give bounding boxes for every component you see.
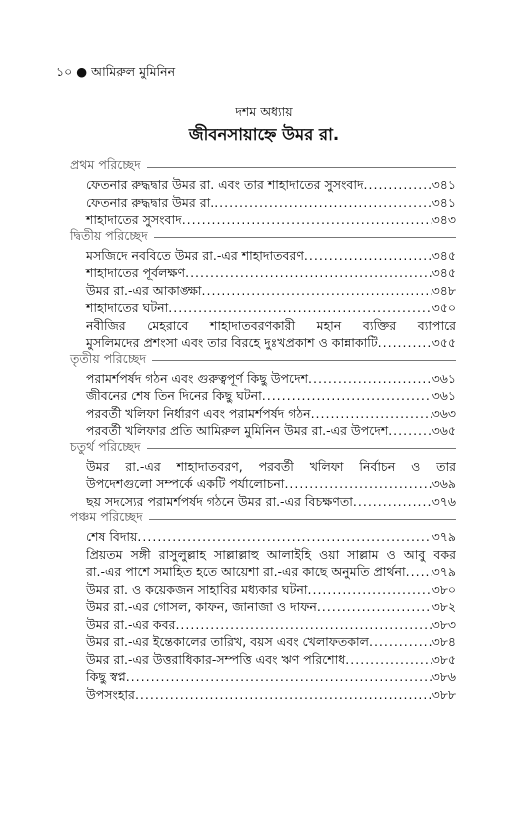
toc-entry[interactable] — [70, 633, 456, 651]
toc-entry-line2 — [86, 563, 456, 581]
toc-page-number: ৩৫০ — [431, 300, 456, 315]
toc-entry[interactable] — [70, 370, 456, 388]
toc-entry-title-line2: উপদেশগুলো সম্পর্কে একটি পর্যালোচনা — [86, 476, 285, 491]
section-heading — [70, 510, 456, 528]
toc-page-number: ৩৮৩ — [431, 616, 456, 632]
toc-entry[interactable] — [70, 686, 456, 704]
dot-leader — [135, 686, 432, 704]
table-of-contents — [70, 158, 456, 703]
dot-leader — [388, 422, 431, 440]
dot-leader — [214, 194, 431, 212]
toc-entry[interactable] — [70, 317, 456, 352]
toc-page-number: ৩৪৮ — [431, 282, 456, 298]
toc-entry-title: উমর রা. ও কয়েকজন সাহাবির মধ্যকার ঘটনা — [86, 581, 308, 597]
toc-page-number: ৩৫৫ — [431, 335, 456, 350]
toc-entry-title: শাহাদাতের সুসংবাদ — [86, 212, 182, 227]
toc-entry-title: শেষ বিদায় — [86, 529, 138, 544]
section-rule — [149, 519, 456, 520]
dot-leader — [345, 651, 431, 669]
toc-page-number: ৩৬১ — [431, 370, 456, 386]
toc-entry[interactable] — [70, 528, 456, 546]
toc-page-number: ৩৭৯ — [431, 564, 456, 579]
toc-entry[interactable] — [70, 651, 456, 669]
section-heading — [70, 229, 456, 247]
toc-entry[interactable] — [70, 616, 456, 634]
toc-entry[interactable] — [70, 493, 456, 511]
toc-entry[interactable] — [70, 264, 456, 282]
toc-entry-title: মসজিদে নববিতে উমর রা.-এর শাহাদাতবরণ — [86, 247, 304, 263]
dot-leader — [353, 493, 432, 511]
toc-entry-title: ছয় সদস্যের পরামর্শপর্ষদ গঠনে উমর রা.-এর বিচক্ষণতা — [86, 493, 353, 509]
section-heading-text: পঞ্চম পরিচ্ছেদ — [70, 509, 143, 524]
toc-entry[interactable] — [70, 247, 456, 265]
toc-entry-title: জীবনের শেষ তিন দিনের কিছু ঘটনা — [86, 388, 262, 403]
toc-entry[interactable] — [70, 422, 456, 440]
toc-entry-line2 — [86, 334, 456, 352]
toc-entry[interactable] — [70, 405, 456, 423]
toc-page-number: ৩৭৬ — [431, 493, 456, 509]
chapter-label: দশম অধ্যায় — [235, 104, 293, 119]
toc-entry-title: ফেতনার রুদ্ধদ্বার উমর রা. এবং তার শাহাদাতের সুসংবাদ — [86, 177, 364, 192]
toc-page-number: ৩৮০ — [431, 581, 456, 597]
section-heading-text: তৃতীয় পরিচ্ছেদ — [70, 350, 147, 366]
dot-leader — [185, 264, 432, 282]
toc-entry-title: পরামর্শপর্ষদ গঠন এবং গুরুত্বপূর্ণ কিছু উপদেশ — [86, 370, 309, 386]
toc-entry-title: উপসংহার — [86, 686, 135, 702]
section-heading-text: দ্বিতীয় পরিচ্ছেদ — [70, 227, 148, 243]
toc-entry-title: শাহাদাতের ঘটনা — [86, 300, 169, 315]
dot-leader — [137, 528, 431, 546]
section-rule — [152, 360, 456, 361]
dot-leader — [308, 581, 432, 599]
dot-leader — [182, 211, 432, 229]
toc-entry-title-line1: নবীজির মেহরাবে শাহাদাতবরণকারী মহান ব্যক্তির ব্যাপারে — [86, 317, 456, 333]
dot-leader — [304, 247, 432, 265]
toc-entry[interactable] — [70, 668, 456, 686]
toc-entry-title: পরবর্তী খলিফার প্রতি আমিরুল মুমিনিন উমর রা.-এর উপদেশ — [86, 423, 389, 438]
toc-entry[interactable] — [70, 299, 456, 317]
toc-entry-title: শাহাদাতের পূর্বলক্ষণ — [86, 265, 186, 280]
toc-entry-title: উমর রা.-এর ইন্তেকালের তারিখ, বয়স এবং খেলাফতকাল — [86, 634, 369, 649]
toc-entry-title: উমর রা.-এর কবর — [86, 616, 176, 632]
toc-page-number: ৩৪১ — [431, 177, 456, 192]
toc-page-number: ৩৪১ — [431, 194, 456, 210]
dot-leader — [168, 299, 431, 317]
toc-page-number: ৩৬৯ — [431, 476, 456, 491]
toc-page-number: ৩৬১ — [431, 388, 456, 403]
toc-page-number: ৩৮২ — [431, 599, 456, 614]
toc-entry-title: কিছু স্বপ্ন — [86, 669, 126, 684]
toc-page-number: ৩৮৪ — [431, 634, 456, 649]
chapter-title: জীবনসায়াহ্নে উমর রা. — [188, 125, 340, 144]
toc-page-number: ৩৭৯ — [431, 529, 456, 544]
dot-leader — [202, 282, 432, 300]
toc-entry-line2 — [86, 475, 456, 493]
dot-leader — [364, 176, 432, 194]
toc-entry-title: পরবর্তী খলিফা নির্ধারণ এবং পরামর্শপর্ষদ গঠন — [86, 405, 311, 421]
dot-leader — [406, 563, 432, 581]
toc-page-number: ৩৬৩ — [431, 405, 456, 421]
toc-page-number: ৩৬৫ — [431, 423, 456, 438]
toc-entry[interactable] — [70, 176, 456, 194]
section-heading — [70, 440, 456, 458]
dot-leader — [369, 633, 432, 651]
dot-leader — [175, 616, 431, 634]
toc-page-number: ৩৪৫ — [431, 265, 456, 280]
section-rule — [154, 237, 456, 238]
toc-entry-title-line1: প্রিয়তম সঙ্গী রাসুলুল্লাহ সাল্লাল্লাহু আলাইহি ওয়া সাল্লাম ও আবু বকর — [86, 546, 456, 562]
dot-leader — [126, 668, 432, 686]
section-heading — [70, 158, 456, 176]
toc-entry-title: উমর রা.-এর উত্তরাধিকার-সম্পত্তি এবং ঋণ পরিশোধ — [86, 651, 346, 667]
section-rule — [147, 448, 456, 449]
toc-entry-title-line1: উমর রা.-এর শাহাদাতবরণ, পরবর্তী খলিফা নির্বাচন ও তার — [86, 458, 456, 474]
dot-leader — [317, 598, 432, 616]
toc-entry-title-line2: রা.-এর পাশে সমাহিত হতে আয়েশা রা.-এর কাছে অনুমতি প্রার্থনা — [86, 564, 406, 579]
toc-page-number: ৩৮৮ — [431, 686, 456, 702]
running-head: ১০ ● আমিরুল মুমিনিন — [56, 64, 176, 79]
section-heading-text: প্রথম পরিচ্ছেদ — [70, 157, 141, 172]
toc-entry-title: উমর রা.-এর আকাঙ্ক্ষা — [86, 282, 202, 298]
toc-page-number: ৩৪৫ — [431, 247, 456, 263]
toc-entry[interactable] — [70, 546, 456, 581]
toc-entry[interactable] — [70, 598, 456, 616]
toc-entry[interactable] — [70, 194, 456, 212]
toc-page-number: ৩৮৬ — [431, 669, 456, 684]
dot-leader — [284, 475, 431, 493]
toc-page-number: ৩৮৫ — [431, 651, 456, 667]
dot-leader — [262, 387, 432, 405]
toc-entry-title-line2: মুসলিমদের প্রশংসা এবং তার বিরহে দুঃখপ্রকাশ ও কান্নাকাটি — [86, 335, 378, 350]
section-rule — [147, 167, 456, 168]
toc-entry[interactable] — [70, 458, 456, 493]
section-heading-text: চতুর্থ পরিচ্ছেদ — [70, 438, 141, 454]
toc-entry-title: ফেতনার রুদ্ধদ্বার উমর রা. — [86, 194, 215, 210]
dot-leader — [378, 334, 432, 352]
toc-entry[interactable] — [70, 581, 456, 599]
toc-entry[interactable] — [70, 387, 456, 405]
toc-entry-title: উমর রা.-এর গোসল, কাফন, জানাজা ও দাফন — [86, 599, 317, 614]
section-heading — [70, 352, 456, 370]
toc-entry[interactable] — [70, 211, 456, 229]
dot-leader — [311, 405, 432, 423]
toc-entry[interactable] — [70, 282, 456, 300]
toc-page-number: ৩৪৩ — [431, 212, 456, 227]
dot-leader — [308, 370, 432, 388]
